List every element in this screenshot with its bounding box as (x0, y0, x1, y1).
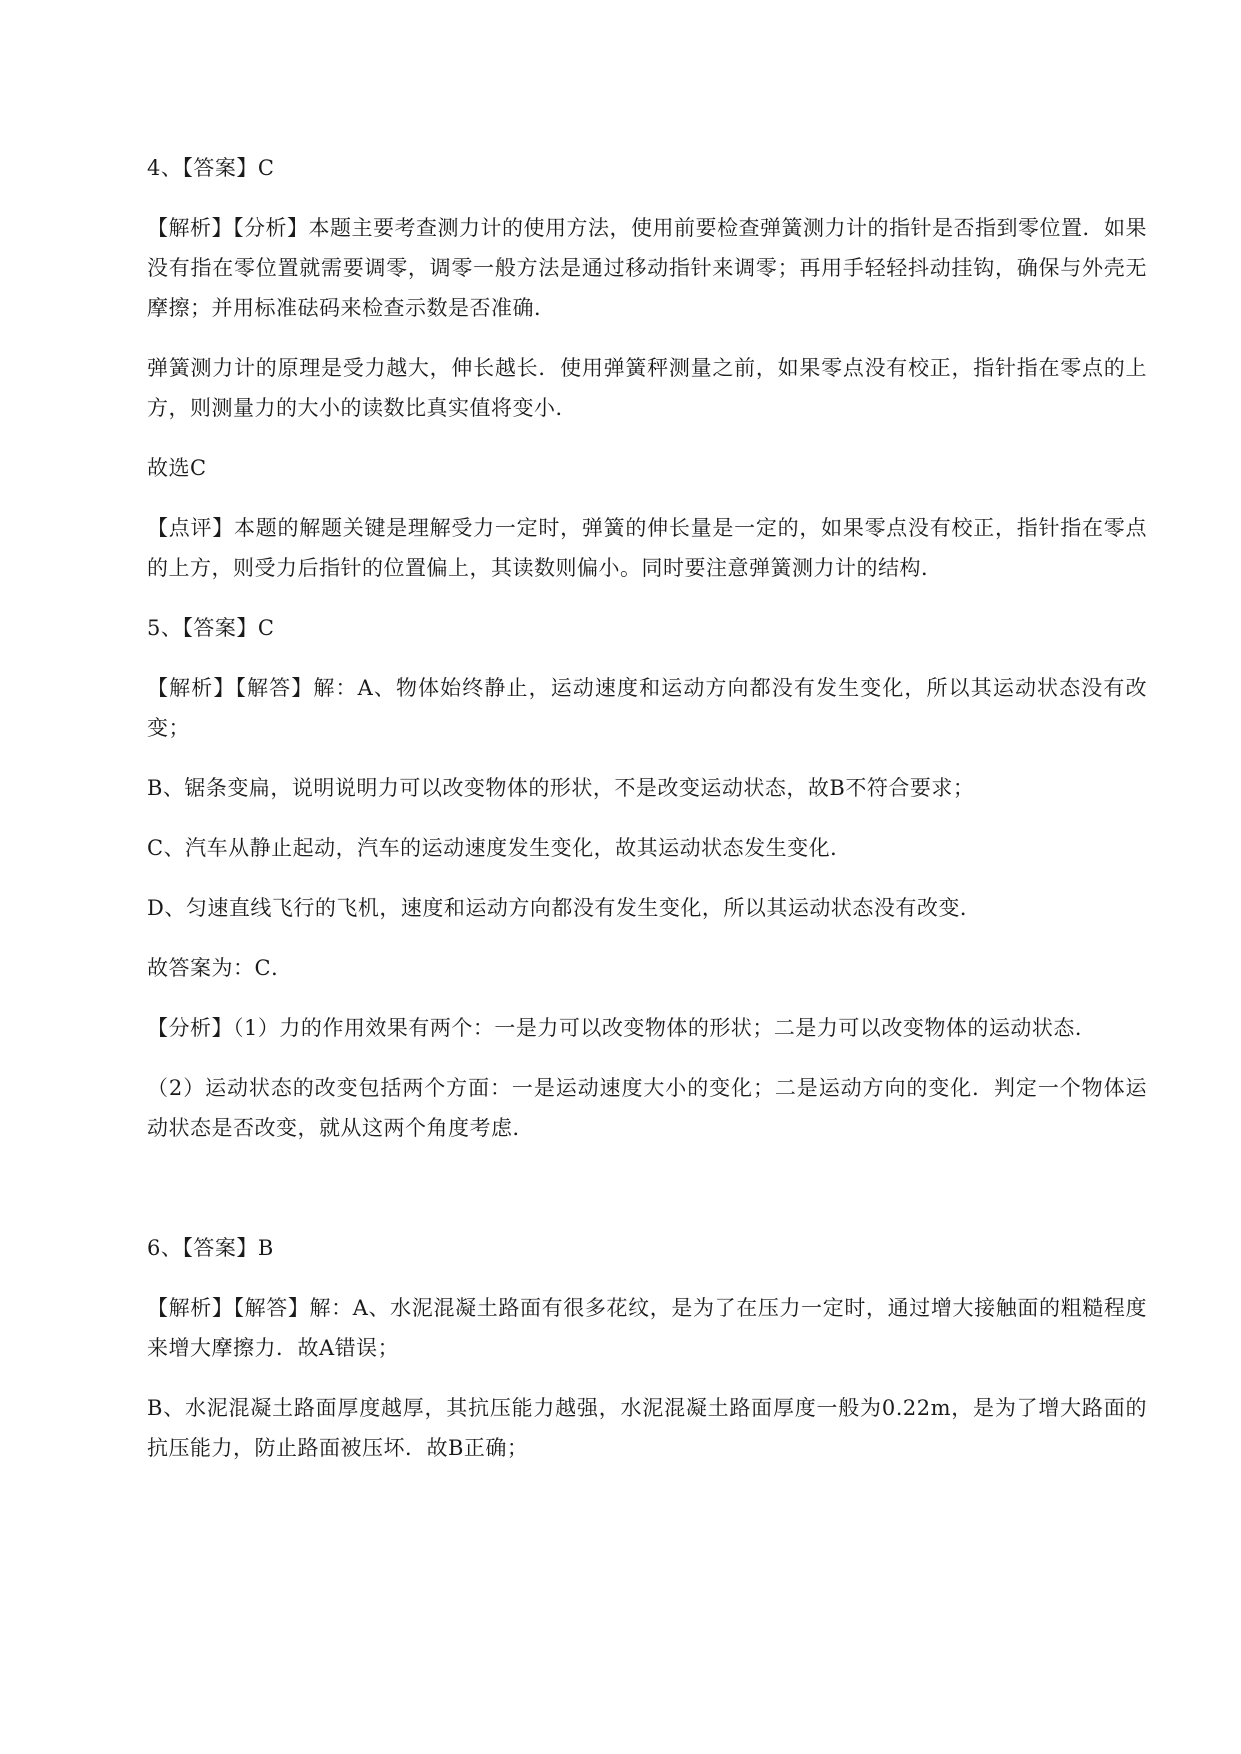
q5-analysis-1: 【分析】（1）力的作用效果有两个：一是力可以改变物体的形状；二是力可以改变物体的运动状态． (147, 1016, 1097, 1040)
q5-answer: 5、【答案】C (147, 616, 275, 640)
q4-principle: 弹簧测力计的原理是受力越大，伸长越长．使用弹簧秤测量之前，如果零点没有校正，指针指在零点的上方，则测量力的大小的读数比真实值将变小． (147, 356, 1147, 420)
q4-choice: 故选C (147, 456, 207, 480)
q4-answer: 4、【答案】C (147, 156, 275, 180)
q6-option-b: B、水泥混凝土路面厚度越厚，其抗压能力越强，水泥混凝土路面厚度一般为0.22m，是为了增大路面的抗压能力，防止路面被压坏．故B正确； (147, 1396, 1147, 1460)
q5-option-a: 【解析】【解答】解：A、物体始终静止，运动速度和运动方向都没有发生变化，所以其运动状态没有改变； (147, 676, 1147, 740)
q4-comment: 【点评】本题的解题关键是理解受力一定时，弹簧的伸长量是一定的，如果零点没有校正，指针指在零点的上方，则受力后指针的位置偏上，其读数则偏小。同时要注意弹簧测力计的结构． (147, 516, 1147, 580)
section-gap (147, 1168, 1147, 1228)
document-page (147, 148, 1147, 1488)
q5-option-c: C、汽车从静止起动，汽车的运动速度发生变化，故其运动状态发生变化． (147, 836, 852, 860)
q5-analysis-2: （2）运动状态的改变包括两个方面：一是运动速度大小的变化；二是运动方向的变化．判定一个物体运动状态是否改变，就从这两个角度考虑． (147, 1076, 1147, 1140)
q5-conclusion: 故答案为：C． (147, 956, 293, 980)
q6-option-a: 【解析】【解答】解：A、水泥混凝土路面有很多花纹，是为了在压力一定时，通过增大接触面的粗糙程度来增大摩擦力．故A错误； (147, 1296, 1147, 1360)
q5-option-b: B、锯条变扁，说明说明力可以改变物体的形状，不是改变运动状态，故B不符合要求； (147, 776, 975, 800)
q4-analysis: 【解析】【分析】本题主要考查测力计的使用方法，使用前要检查弹簧测力计的指针是否指到零位置．如果没有指在零位置就需要调零，调零一般方法是通过移动指针来调零；再用手轻轻抖动挂钩，确保与外壳无摩擦；并用标准砝码来检查示数是否准确． (147, 216, 1147, 320)
q5-option-d: D、匀速直线飞行的飞机，速度和运动方向都没有发生变化，所以其运动状态没有改变． (147, 896, 982, 920)
q6-answer: 6、【答案】B (147, 1236, 274, 1260)
